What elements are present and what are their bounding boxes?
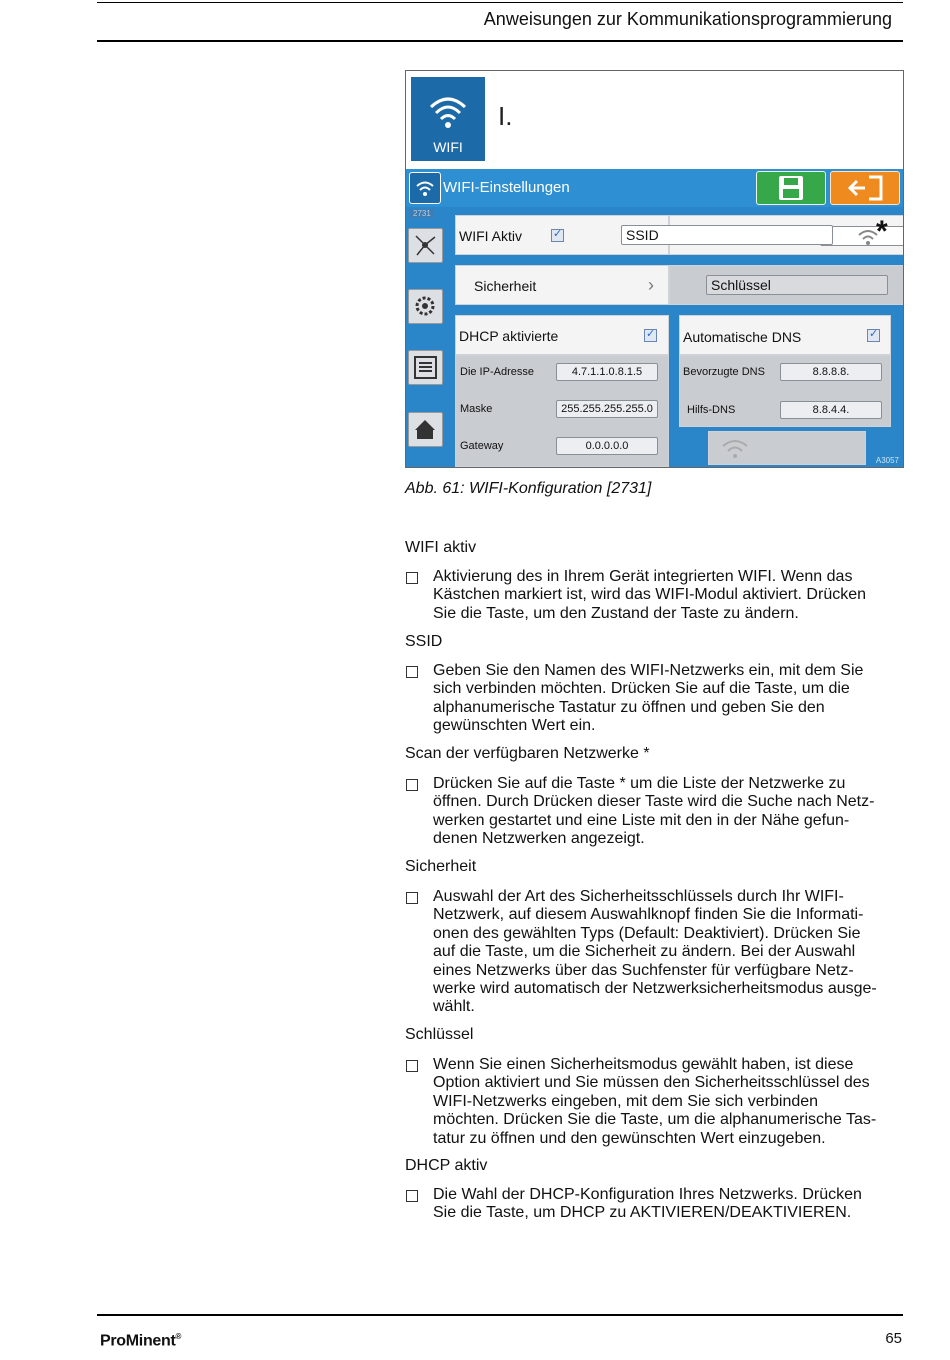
auto-dns-checkbox[interactable] (867, 329, 880, 342)
text-line: werken gestartet und eine Liste mit den in der Nähe gefun- (433, 811, 850, 829)
text-line: Drücken Sie auf die Taste * um die Liste der Netzwerke zu (433, 775, 846, 792)
bullet-square-icon (406, 572, 418, 584)
text-line: eines Netzwerks über das Suchfenster für verfügbare Netz- (433, 961, 854, 979)
section-title: SSID (405, 633, 443, 650)
mask-label: Maske (460, 403, 493, 415)
wifi-status-button[interactable] (708, 431, 866, 465)
text-line: auf die Taste, um die Sicherheit zu ändern. Bei der Auswahl (433, 943, 856, 961)
section-title: DHCP aktiv (405, 1157, 488, 1174)
settings-title-bar (406, 169, 903, 207)
mask-input[interactable]: 255.255.255.255.0 (556, 400, 658, 418)
wifi-settings-screenshot (405, 70, 904, 468)
section-text (433, 1056, 903, 1148)
settings-title: WIFI-Einstellungen (443, 179, 570, 196)
text-line: Wenn Sie einen Sicherheitsmodus gewählt haben, ist diese (433, 1056, 854, 1073)
screen-top-area (406, 71, 903, 169)
exit-button[interactable] (830, 171, 900, 205)
key-panel (669, 265, 904, 305)
wifi-active-checkbox[interactable] (551, 229, 564, 242)
home-icon[interactable] (408, 412, 443, 447)
key-input[interactable]: Schlüssel (706, 275, 888, 295)
text-line: Sie die Taste, um DHCP zu AKTIVIEREN/DEAKTIVIEREN. (433, 1204, 852, 1222)
section-title: Schlüssel (405, 1026, 474, 1043)
save-button[interactable] (756, 171, 826, 205)
side-badge: 2731 (410, 209, 434, 218)
gateway-input[interactable]: 0.0.0.0.0 (556, 437, 658, 455)
text-line: werke wird automatisch der Netzwerksicherheitsmodus ausge- (433, 980, 877, 998)
bullet-square-icon (406, 1060, 418, 1072)
pref-dns-label: Bevorzugte DNS (683, 366, 765, 378)
security-panel[interactable] (455, 265, 669, 305)
wifi-icon (717, 432, 757, 464)
text-line: alphanumerische Tastatur zu öffnen und geben Sie den (433, 698, 825, 716)
header-rule (97, 40, 903, 42)
text-line: öffnen. Durch Drücken dieser Taste wird die Suche nach Netz- (433, 793, 875, 811)
figure-caption: Abb. 61: WIFI-Konfiguration [2731] (405, 480, 652, 497)
menu-list-icon[interactable] (408, 350, 443, 385)
gateway-label: Gateway (460, 440, 504, 452)
section-text (433, 568, 903, 623)
exit-icon (831, 172, 899, 204)
wifi-icon (411, 77, 485, 137)
text-line: Netzwerk, auf diesem Auswahlknopf finden Sie die Informati- (433, 906, 864, 924)
pref-dns-input[interactable]: 8.8.8.8. (780, 363, 882, 381)
wifi-tile-label: WIFI (433, 139, 463, 155)
screen-top-text: I. (498, 101, 513, 131)
text-line: wählt. (433, 998, 475, 1016)
page-number: 65 (885, 1330, 902, 1347)
text-line: möchten. Drücken Sie die Taste, um die alphanumerische Tas- (433, 1111, 877, 1129)
scan-networks-button[interactable] (854, 215, 900, 249)
section-text (433, 662, 903, 736)
section-text (433, 1186, 903, 1223)
bullet-square-icon (406, 1190, 418, 1202)
auto-dns-panel[interactable] (679, 315, 891, 355)
text-line: Aktivierung des in Ihrem Gerät integrierten WIFI. Wenn das (433, 568, 853, 585)
aux-dns-input[interactable]: 8.8.4.4. (780, 401, 882, 419)
figure-id: A3057 (875, 456, 899, 465)
ip-settings-panel (455, 355, 669, 467)
header-title: Anweisungen zur Kommunikationsprogrammierung (483, 9, 892, 29)
top-rule (97, 2, 903, 3)
bullet-square-icon (406, 779, 418, 791)
security-label: Sicherheit (474, 278, 537, 294)
dhcp-label: DHCP aktivierte (459, 328, 559, 344)
text-line: sich verbinden möchten. Drücken Sie auf die Taste, um die (433, 680, 850, 698)
ip-input[interactable]: 4.7.1.1.0.8.1.5 (556, 363, 658, 381)
aux-dns-label: Hilfs-DNS (687, 404, 736, 416)
dhcp-panel[interactable] (455, 315, 669, 355)
text-line: Option aktiviert und Sie müssen den Sicherheitsschlüssel des (433, 1074, 870, 1092)
logo-part: Minent (125, 1332, 176, 1350)
text-line: WIFI-Netzwerks eingeben, mit dem Sie sich verbinden (433, 1092, 819, 1110)
gear-icon[interactable] (408, 289, 443, 324)
text-line: Kästchen markiert ist, wird das WIFI-Modul aktiviert. Drücken (433, 586, 867, 604)
wifi-icon (409, 172, 441, 204)
text-line: Auswahl der Art des Sicherheitsschlüssels durch Ihr WIFI- (433, 888, 844, 905)
text-line: Sie die Taste, um den Zustand der Taste zu ändern. (433, 604, 799, 622)
ssid-input[interactable]: SSID (621, 225, 833, 245)
logo-reg: ® (175, 1332, 182, 1341)
text-line: denen Netzwerken angezeigt. (433, 830, 645, 848)
text-line: onen des gewählten Typs (Default: Deaktiviert). Drücken Sie (433, 924, 861, 942)
section-title: WIFI aktiv (405, 539, 477, 556)
section-title: Sicherheit (405, 858, 477, 875)
save-icon (757, 172, 825, 204)
network-icon[interactable] (408, 228, 443, 263)
chevron-right-icon: › (648, 275, 654, 295)
footer-rule (97, 1314, 903, 1316)
text-line: Geben Sie den Namen des WIFI-Netzwerks ein, mit dem Sie (433, 662, 864, 679)
section-text (433, 888, 903, 1017)
logo-part: Pro (100, 1332, 126, 1350)
wifi-tile[interactable] (411, 77, 485, 161)
text-line: gewünschten Wert ein. (433, 717, 596, 735)
bullet-square-icon (406, 666, 418, 678)
wifi-active-label: WIFI Aktiv (459, 228, 522, 244)
scan-mark: * (876, 215, 888, 248)
dhcp-checkbox[interactable] (644, 329, 657, 342)
brand-logo (100, 1332, 181, 1350)
text-line: tatur zu öffnen und den gewünschten Wert einzugeben. (433, 1129, 826, 1147)
section-text (433, 775, 903, 849)
bullet-square-icon (406, 892, 418, 904)
ip-label: Die IP-Adresse (460, 366, 534, 378)
dns-settings-panel (679, 355, 891, 427)
section-title: Scan der verfügbaren Netzwerke * (405, 745, 650, 762)
auto-dns-label: Automatische DNS (683, 329, 802, 345)
text-line: Die Wahl der DHCP-Konfiguration Ihres Netzwerks. Drücken (433, 1186, 862, 1203)
